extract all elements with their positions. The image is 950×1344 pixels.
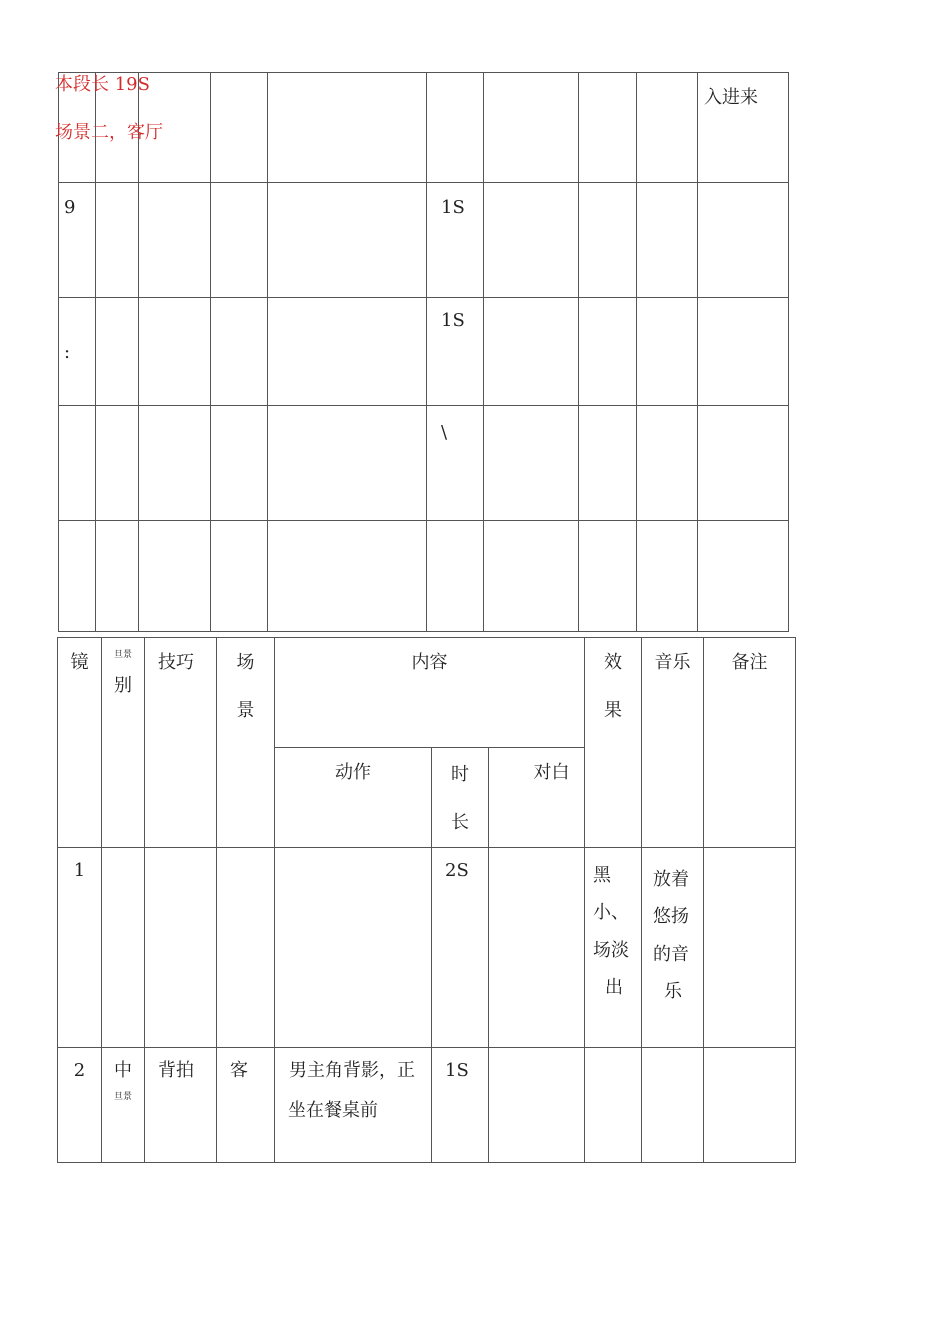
technique-value: 背拍 — [158, 1060, 194, 1081]
duration-value: 2S — [445, 860, 469, 881]
duration-value: \ — [441, 422, 448, 443]
header-shot: 镜 — [58, 638, 102, 848]
bottom-storyboard-table — [57, 637, 796, 1163]
duration-value: 1S — [441, 310, 465, 331]
header-remarks: 备注 — [704, 638, 796, 848]
header-dialogue: 对白 — [489, 748, 585, 848]
duration-value: 1S — [445, 1060, 469, 1081]
shot-number: 2 — [73, 1060, 86, 1081]
segment-length-note: 本段长 19S — [55, 74, 150, 95]
remark-cell — [698, 73, 789, 183]
shot-number: 9 — [64, 197, 76, 218]
remark-text: 入进来 — [704, 87, 758, 108]
shot-number: 1 — [73, 860, 86, 881]
header-music: 音乐 — [642, 638, 704, 848]
header-technique: 技巧 — [145, 638, 217, 848]
header-scene: 场 景 — [217, 638, 275, 848]
scale-small: 旦景 — [113, 1091, 132, 1102]
effect-cell: 黑 小、 场淡 出 — [585, 848, 642, 1048]
shot-number: : — [64, 342, 71, 363]
action-cell: 男主角背影，正 坐在餐桌前 — [275, 1048, 432, 1163]
top-storyboard-table — [58, 72, 789, 632]
duration-value: 1S — [441, 197, 465, 218]
table-row — [58, 1048, 796, 1163]
header-content: 内容 — [275, 638, 585, 748]
table-row — [58, 848, 796, 1048]
music-cell: 放着 悠扬 的音 乐 — [642, 848, 704, 1048]
header-action: 动作 — [275, 748, 432, 848]
scene-value: 客 — [230, 1060, 248, 1081]
header-duration: 时 长 — [432, 748, 489, 848]
header-scale: 旦景 别 — [102, 638, 145, 848]
scale-value: 中 — [114, 1060, 132, 1081]
header-effect: 效 果 — [585, 638, 642, 848]
scene-heading: 场景二，客厅 — [55, 122, 163, 143]
